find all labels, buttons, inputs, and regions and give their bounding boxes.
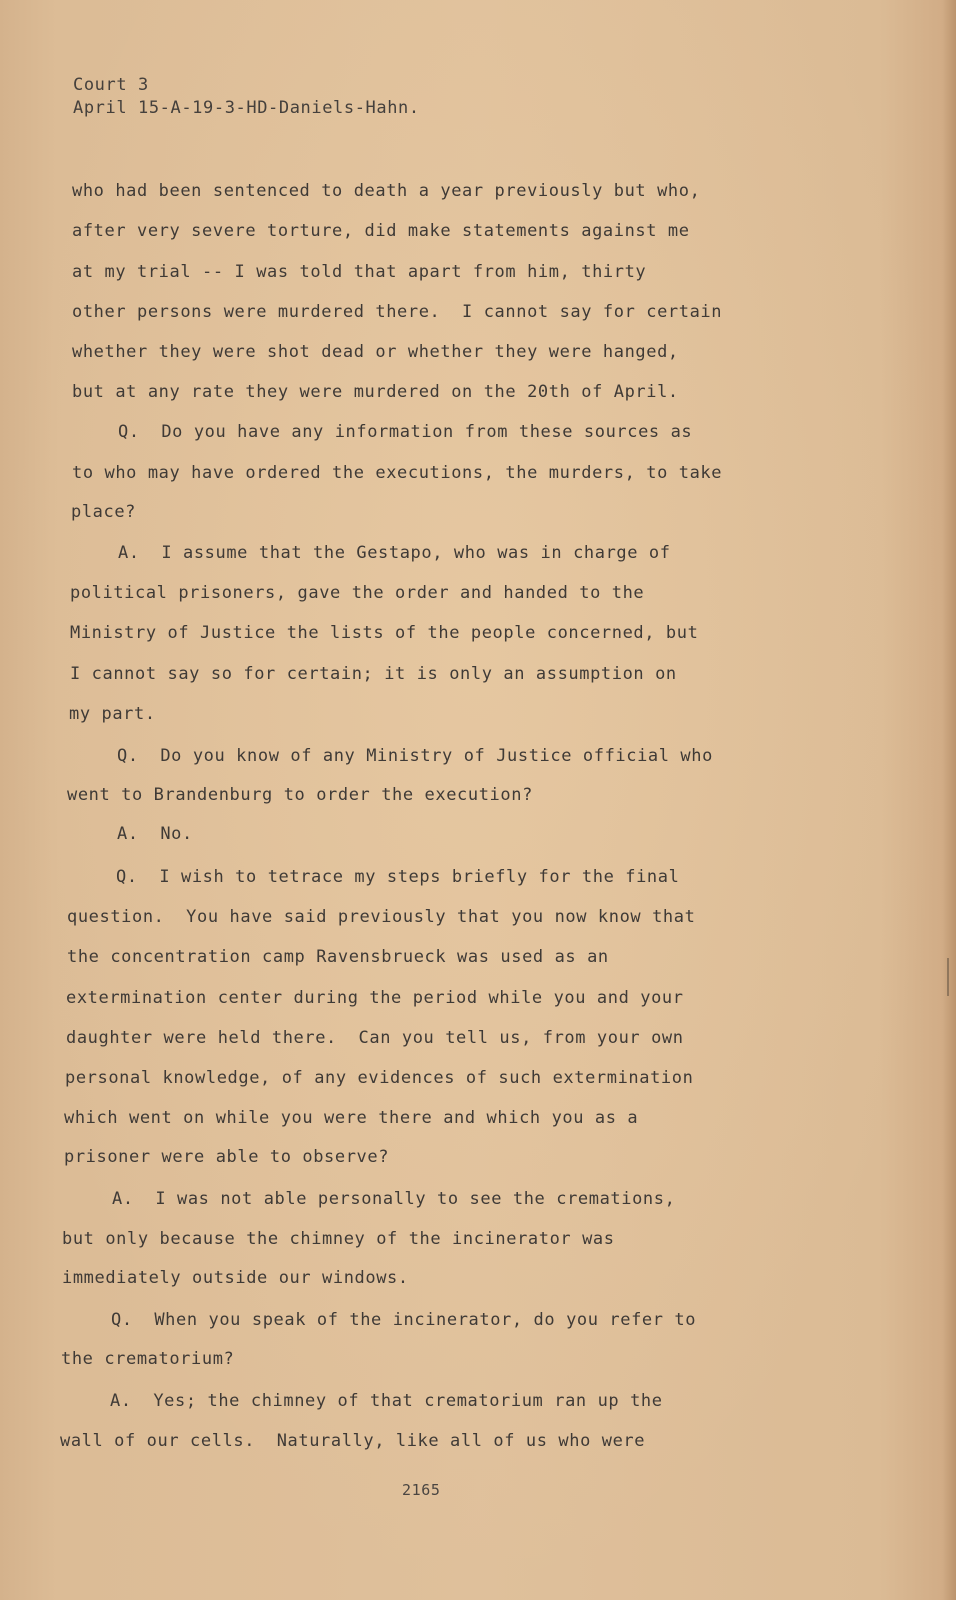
- text-line: whether they were shot dead or whether they were hanged,: [72, 342, 679, 362]
- text-line: but only because the chimney of the incinerator was: [62, 1229, 615, 1249]
- question-line: Q. I wish to tetrace my steps briefly for the final: [116, 867, 680, 887]
- text-line: prisoner were able to observe?: [64, 1147, 390, 1167]
- answer-line: A. Yes; the chimney of that crematorium ran up the: [110, 1391, 663, 1411]
- text-line: the crematorium?: [61, 1349, 235, 1369]
- text-line: place?: [71, 502, 137, 522]
- text-line: at my trial -- I was told that apart from him, thirty: [72, 262, 647, 282]
- text-line: daughter were held there. Can you tell us, from your own: [66, 1028, 684, 1048]
- page-number: 2165: [402, 1481, 441, 1499]
- text-line: wall of our cells. Naturally, like all of us who were: [60, 1431, 646, 1451]
- text-line: Ministry of Justice the lists of the people concerned, but: [70, 623, 699, 643]
- answer-line: A. I assume that the Gestapo, who was in charge of: [118, 543, 671, 563]
- text-line: question. You have said previously that you now know that: [67, 907, 696, 927]
- text-line: I cannot say so for certain; it is only an assumption on: [70, 664, 677, 684]
- text-line: immediately outside our windows.: [62, 1268, 409, 1288]
- text-line: my part.: [69, 704, 156, 724]
- text-line: personal knowledge, of any evidences of such extermination: [65, 1068, 694, 1088]
- text-line: but at any rate they were murdered on the 20th of April.: [72, 382, 679, 402]
- text-line: other persons were murdered there. I cannot say for certain: [72, 302, 723, 322]
- text-line: went to Brandenburg to order the execution?: [67, 785, 533, 805]
- text-line: after very severe torture, did make statements against me: [72, 221, 690, 241]
- question-line: Q. Do you have any information from these sources as: [118, 422, 693, 442]
- margin-mark: [947, 958, 949, 996]
- answer-line: A. No.: [117, 824, 193, 844]
- text-line: who had been sentenced to death a year previously but who,: [72, 181, 701, 201]
- answer-line: A. I was not able personally to see the cremations,: [112, 1189, 676, 1209]
- case-reference: April 15-A-19-3-HD-Daniels-Hahn.: [73, 98, 420, 118]
- text-line: political prisoners, gave the order and handed to the: [70, 583, 645, 603]
- court-label: Court 3: [73, 75, 149, 95]
- text-line: extermination center during the period while you and your: [66, 988, 684, 1008]
- question-line: Q. Do you know of any Ministry of Justice official who: [117, 746, 713, 766]
- page-edge-shadow: [942, 0, 956, 1600]
- text-line: which went on while you were there and which you as a: [64, 1108, 639, 1128]
- question-line: Q. When you speak of the incinerator, do you refer to: [111, 1310, 697, 1330]
- text-line: to who may have ordered the executions, the murders, to take: [72, 463, 723, 483]
- text-line: the concentration camp Ravensbrueck was used as an: [67, 947, 609, 967]
